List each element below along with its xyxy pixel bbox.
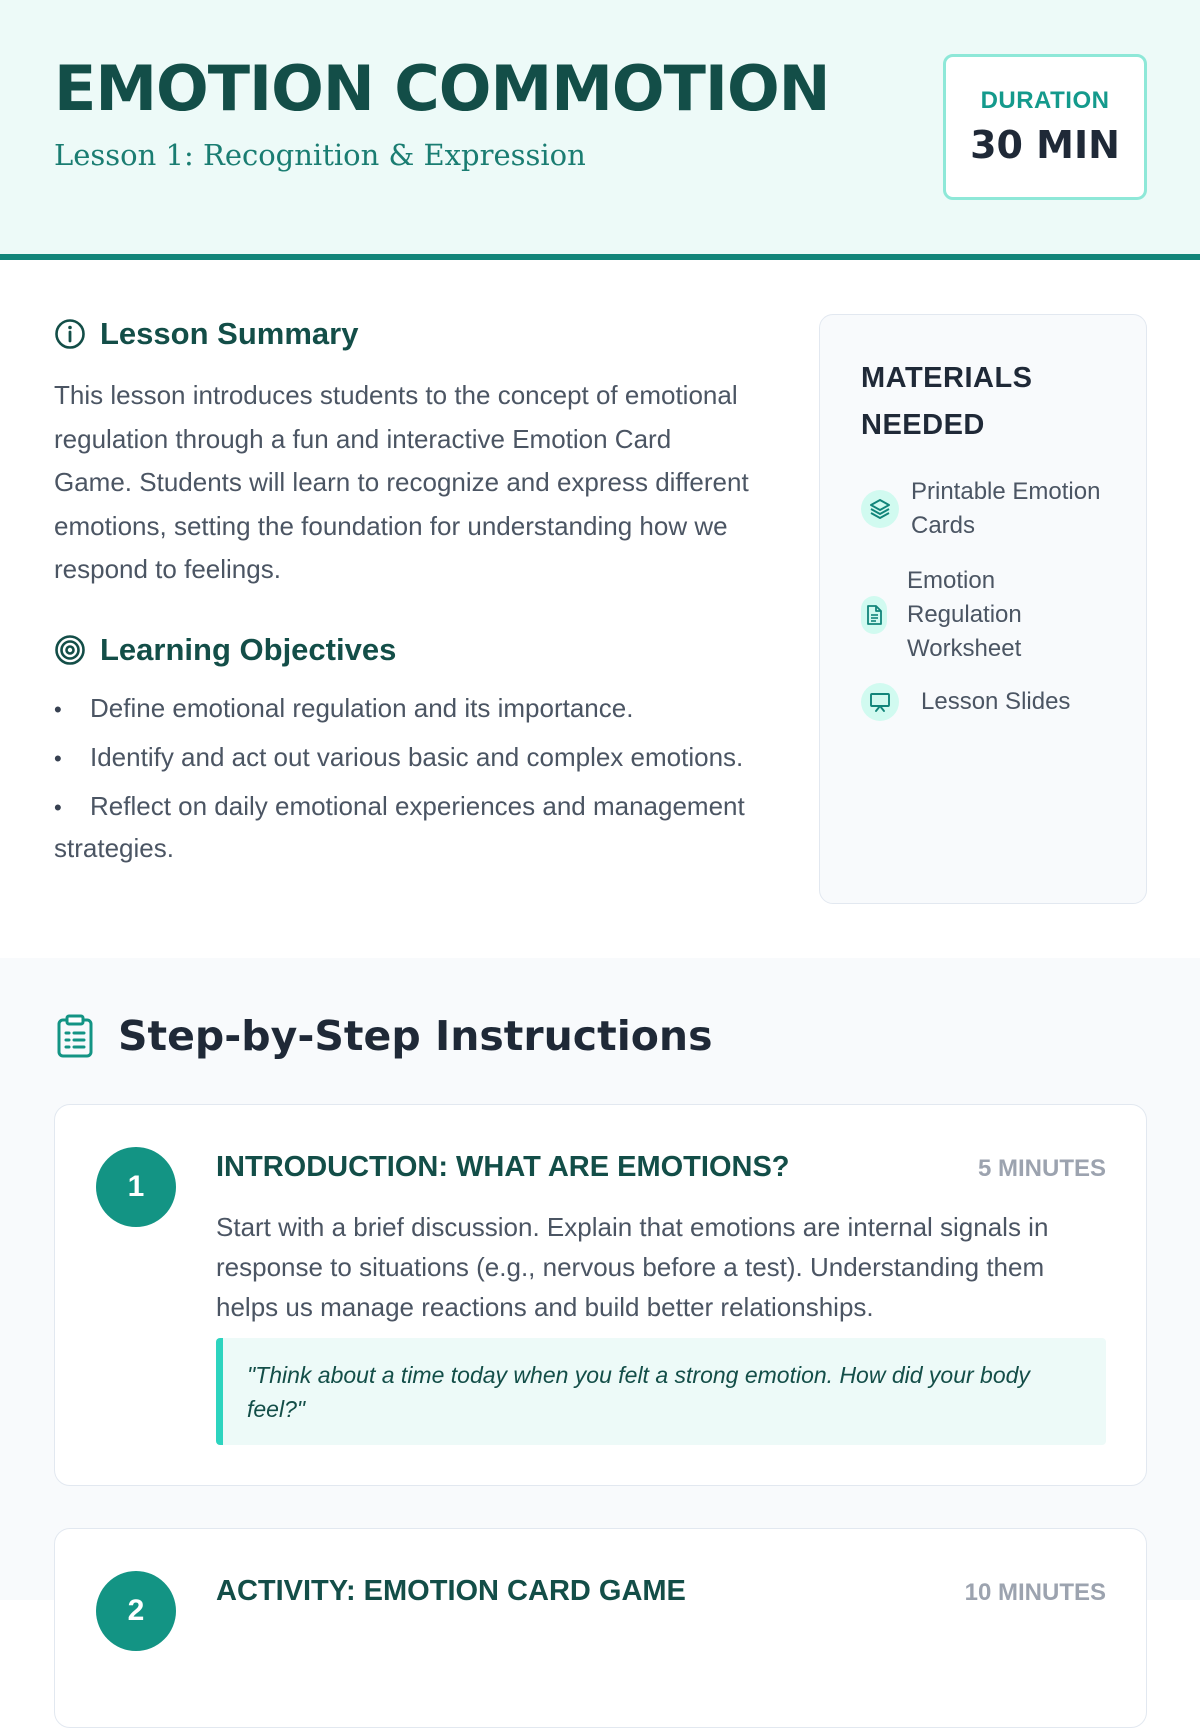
materials-title: MATERIALS NEEDED [861, 362, 1033, 441]
duration-label: DURATION [980, 87, 1110, 114]
step-number: 2 [96, 1571, 176, 1651]
duration-badge [943, 54, 1147, 200]
summary-heading-label: Lesson Summary [100, 316, 359, 351]
materials-card [819, 314, 1147, 904]
lesson-header [0, 0, 1200, 260]
step-title: ACTIVITY: EMOTION CARD GAME [216, 1575, 686, 1607]
material-label: Lesson Slides [921, 688, 1071, 715]
step-duration: 10 MINUTES [964, 1579, 1106, 1606]
step-quote: "Think about a time today when you felt a strong emotion. How did your body feel?" [216, 1338, 1106, 1445]
step-card [54, 1528, 1147, 1728]
material-item [861, 564, 1047, 666]
list-item: • Identify and act out various basic and complex emotions. [54, 742, 744, 772]
material-item [861, 683, 1070, 721]
presentation-icon [861, 683, 899, 721]
target-icon [54, 634, 86, 666]
list-item: • Define emotional regulation and its importance. [54, 693, 634, 723]
instructions-heading [54, 1012, 713, 1060]
instructions-heading-label: Step-by-Step Instructions [118, 1012, 713, 1060]
layers-icon [861, 490, 899, 528]
document-icon [861, 596, 887, 634]
lesson-subtitle: Lesson 1: Recognition & Expression [54, 138, 586, 172]
objectives-list [54, 688, 754, 875]
summary-text: This lesson introduces students to the concept of emotional regulation through a fun and interactive Emotion Card Game. Students will learn to recognize and express different emotions, setting the foundation for understanding how we respond to feelings. [54, 380, 749, 584]
clipboard-icon [54, 1013, 96, 1059]
material-label: Printable Emotion Cards [911, 478, 1101, 539]
objectives-heading-label: Learning Objectives [100, 632, 397, 667]
step-duration: 5 MINUTES [977, 1155, 1106, 1182]
info-icon [54, 318, 86, 350]
step-description: Start with a brief discussion. Explain that emotions are internal signals in response to situations (e.g., nervous before a test). Understanding them helps us manage reactions and build better relationships. [216, 1212, 1049, 1322]
step-number: 1 [96, 1147, 176, 1227]
duration-value: 30 MIN [970, 123, 1120, 167]
material-item [861, 475, 1121, 543]
step-title: INTRODUCTION: WHAT ARE EMOTIONS? [216, 1151, 790, 1183]
material-label: Emotion Regulation Worksheet [907, 567, 1022, 662]
page-title: EMOTION COMMOTION [54, 52, 830, 125]
step-card [54, 1104, 1147, 1486]
objectives-heading [54, 632, 396, 668]
list-item: • Reflect on daily emotional experiences and management strategies. [54, 791, 745, 863]
summary-heading [54, 316, 358, 352]
